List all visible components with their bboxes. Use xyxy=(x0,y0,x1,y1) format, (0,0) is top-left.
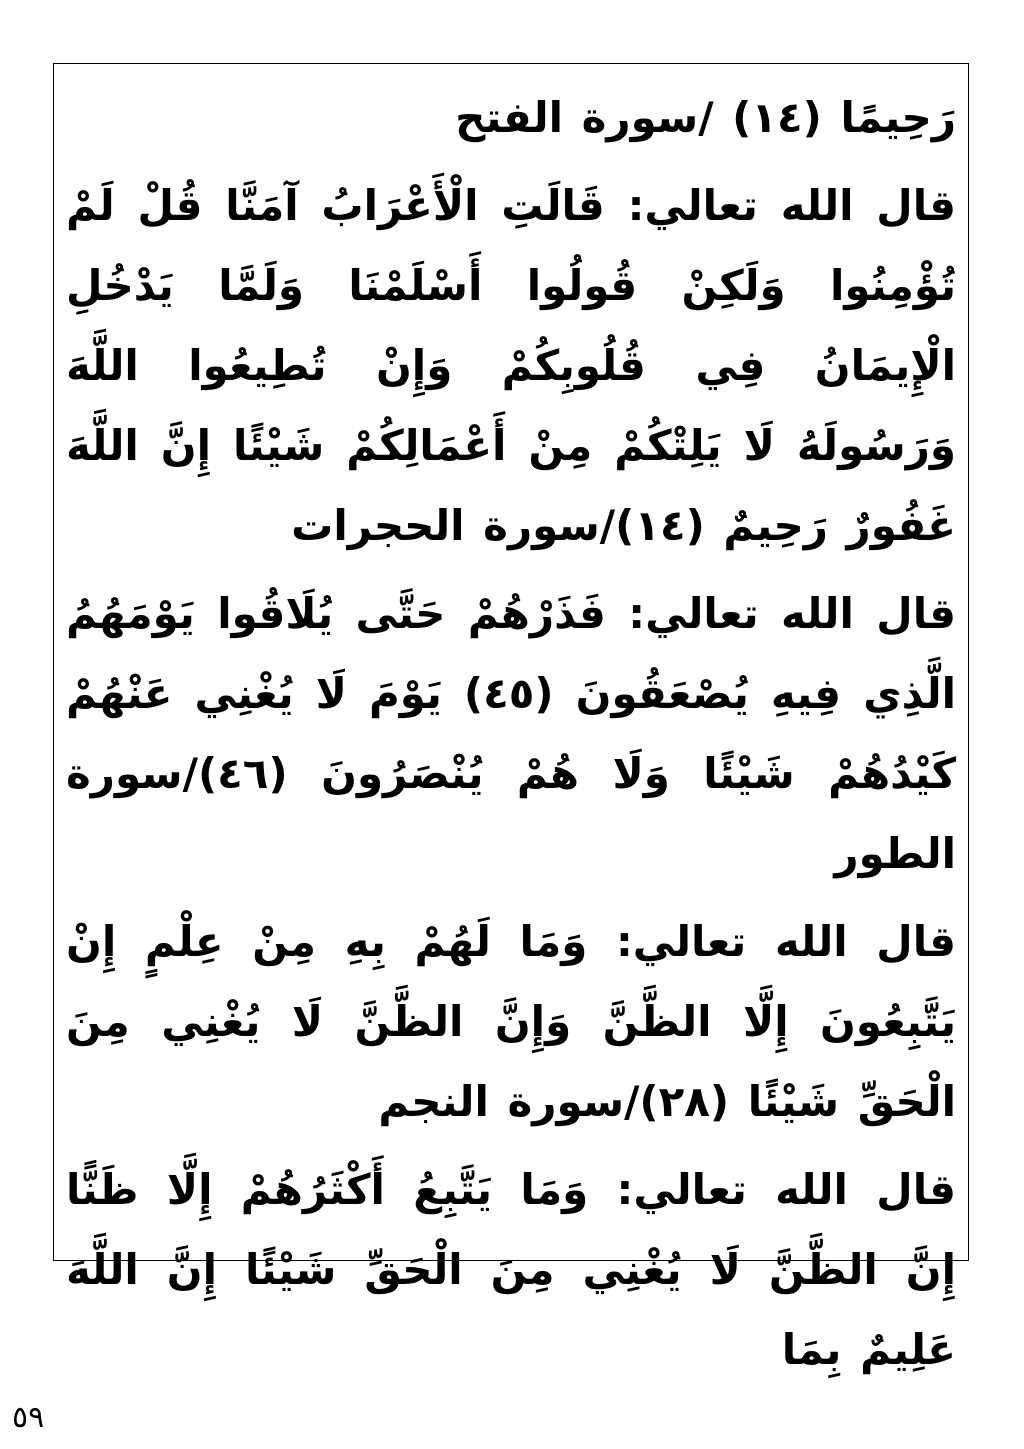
paragraph-surah-at-tur: قال الله تعالي: فَذَرْهُمْ حَتَّى يُلَاقُوا يَوْمَهُمُ الَّذِي فِيهِ يُصْعَقُونَ (٤٥) يَوْمَ لَا يُغْنِي عَنْهُمْ كَيْدُهُمْ شَيْئًا وَلَا هُمْ يُنْصَرُونَ (٤٦)/سورة الطور xyxy=(66,589,956,878)
page-border-frame xyxy=(53,63,969,1374)
page-number: ٥٩ xyxy=(12,1400,45,1435)
paragraph-surah-yunus: قال الله تعالي: وَمَا يَتَّبِعُ أَكْثَرُهُمْ إِلَّا ظَنًّا إِنَّ الظَّنَّ لَا يُغْنِي مِنَ الْحَقِّ شَيْئًا إِنَّ اللَّهَ عَلِيمٌ بِمَا xyxy=(66,1165,956,1374)
paragraph-surah-al-hujurat: قال الله تعالي: قَالَتِ الْأَعْرَابُ آمَنَّا قُلْ لَمْ تُؤْمِنُوا وَلَكِنْ قُولُوا أَسْلَمْنَا وَلَمَّا يَدْخُلِ الْإِيمَانُ فِي قُلُوبِكُمْ وَإِنْ تُطِيعُوا اللَّهَ وَرَسُولَهُ لَا يَلِتْكُمْ مِنْ أَعْمَالِكُمْ شَيْئًا إِنَّ اللَّهَ غَفُورٌ رَحِيمٌ (١٤)/سورة الحجرات xyxy=(66,181,956,550)
page-content xyxy=(54,64,968,1390)
paragraph-surah-an-najm: قال الله تعالي: وَمَا لَهُمْ بِهِ مِنْ عِلْمٍ إِنْ يَتَّبِعُونَ إِلَّا الظَّنَّ وَإِنَّ الظَّنَّ لَا يُغْنِي مِنَ الْحَقِّ شَيْئًا (٢٨)/سورة النجم xyxy=(66,917,956,1126)
paragraph-surah-al-fath-ending: رَحِيمًا (١٤) /سورة الفتح xyxy=(455,93,956,142)
